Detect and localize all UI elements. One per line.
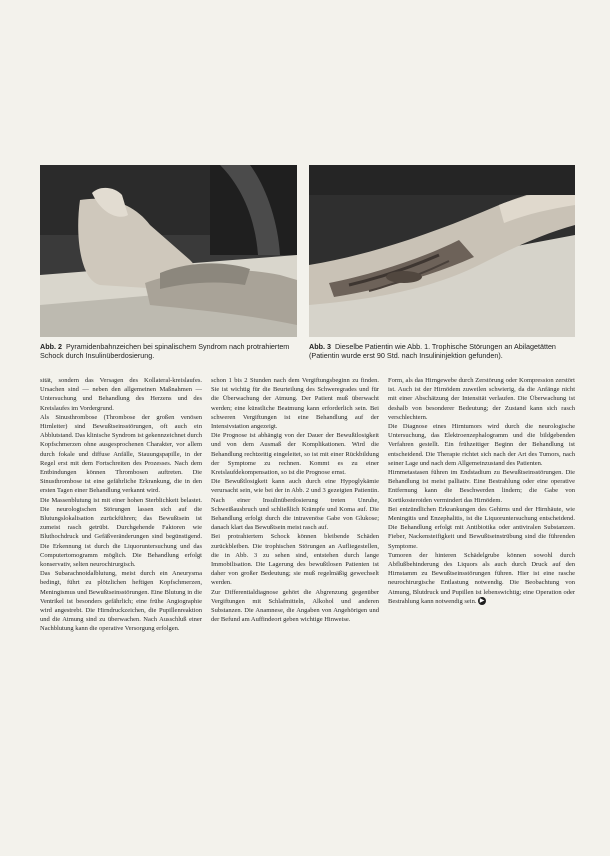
paragraph <box>388 551 575 606</box>
paragraph: Form, als das Hirngewebe durch Zerstörung oder Kompression zerstört ist. Auch ist der Hirnödem zuweilen schwierig, da die Anfänge nicht mit einer Abschätzung der Intensität verlaufen. Die Überwachung ist deshalb von besonderer Bedeutung; der Zustand kann sich rasch verschlechtern. <box>388 377 575 421</box>
paragraph: Hirnmetastasen führen im Endstadium zu Bewußtseinsstörungen. Die Behandlung ist meist palliativ. Eine Bestrahlung oder eine operative Entfernung kann die Beschwerden lindern; die Gabe von Kortikosteroiden vermindert das Hirnödem. <box>388 469 575 504</box>
figure-3-caption <box>309 342 575 360</box>
text-column-2 <box>211 376 379 838</box>
figure-2-caption-text: Pyramidenbahnzeichen bei spinalischem Syndrom nach protrahiertem Schock durch Insulinüberdosierung. <box>40 342 290 360</box>
figure-2-photo <box>40 165 297 337</box>
figure-2-label: Abb. 2 <box>40 342 62 351</box>
paragraph: Bei protrahiertem Schock können bleibende Schäden zurückbleiben. Die trophischen Störungen an Aufliegestellen, die in Abb. 3 zu sehen sind, entstehen durch lange Immobilisation. Die Lagerung des bewußtlosen Patienten ist daher von großer Bedeutung; sie muß regelmäßig gewechselt werden. <box>211 533 379 587</box>
paragraph: Bei entzündlichen Erkrankungen des Gehirns und der Hirnhäute, wie Meningitis und Enzephalitis, ist die Liquoruntersuchung entscheidend. Die Behandlung erfolgt mit Antibiotika oder antiviralen Substanzen. Fieber, Nackensteifigkeit und Bewußtseinstrübung sind die führenden Symptome. <box>388 505 575 550</box>
paragraph: Als Sinusthrombose (Thrombose der großen venösen Hirnleiter) sind Bewußtseinsstörungen, oft auch ein Abblutstand. Das klinische Syndrom ist gekennzeichnet durch Kopfschmerzen ohne ausgesprochenen Charakter, vor allem durch fokale und diffuse Anfälle, Stauungspapille, in der Regel erst mit dem Fortschreiten des Prozesses. Nach dem Entbindungen können Thrombosen auftreten. Die Sinusthrombose ist eine gefährliche Erkrankung, die in den ersten Tagen einer Behandlung verkannt wird. <box>40 413 202 495</box>
paragraph: sität, sondern das Versagen des Kollateral-kreislaufes. Ursachen sind — neben den allgemeinen Maßnahmen — Untersuchung und Behandlung des Herzens und des Kreislaufes im Vordergrund. <box>40 377 202 412</box>
figure-2-caption <box>40 342 297 360</box>
paragraph: Das Subarachnoidalblutung, meist durch ein Aneurysma bedingt, führt zu plötzlichen heftigen Kopfschmerzen, Meningismus und Bewußtseinsstörungen. Eine Blutung in die Ventrikel ist besonders gefährlich; eine frühe Angiographie wird angestrebt. Die Hirndruckzeichen, die Pupillenreaktion und die Atmung sind zu überwachen. Nach Ausschluß einer Nachblutung kann die operative Versorgung erfolgen. <box>40 570 202 633</box>
paragraph: Zur Differentialdiagnose gehört die Abgrenzung gegenüber Vergiftungen mit Schlafmitteln, Alkohol und anderen Substanzen. Die Anamnese, die Angaben von Angehörigen und der Befund am Auffindeort geben wichtige Hinweise. <box>211 588 379 624</box>
figure-3-label: Abb. 3 <box>309 342 331 351</box>
paragraph: Die Bewußtlosigkeit kann auch durch eine Hypoglykämie verursacht sein, wie bei der in Abb. 2 und 3 gezeigten Patientin. Nach einer Insulinüberdosierung treten Unruhe, Schweißausbruch und schließlich Krämpfe und Koma auf. Die Behandlung erfolgt durch die intravenöse Gabe von Glukose; danach klart das Bewußtsein meist rasch auf. <box>211 478 379 532</box>
continue-arrow-icon: ▶ <box>479 598 485 605</box>
leg-photo-image <box>309 165 575 337</box>
text-column-3 <box>388 376 575 838</box>
paragraph-text: Tumoren der hinteren Schädelgrube können sowohl durch Abflußbehinderung des Liquors als auch durch Druck auf den Hirnstamm zu Bewußtseinsstörungen führen. Hier ist eine rasche neurochirurgische Entlastung notwendig. Die Beobachtung von Atmung, Blutdruck und Pupillen ist lebenswichtig; eine Operation oder Bestrahlung kann notwendig sein. <box>388 551 575 605</box>
figure-3-caption-text: Dieselbe Patientin wie Abb. 1. Trophische Störungen an Abilagetätten (Patientin wurde erst 90 Std. nach Insulininjektion gefunden). <box>309 342 556 360</box>
paragraph: Die Massenblutung ist mit einer hohen Sterblichkeit belastet. Die neurologischen Störungen lassen sich auf die Blutungslokalisation zurückführen; das Bewußtsein ist zumeist rasch getrübt. Durchgehende Faktoren wie Bluthochdruck und Gefäßveränderungen sind begünstigend. Die Erkennung ist durch die Liquoruntersuchung und das Computertomogramm möglich. Die Behandlung erfolgt konservativ, selten neurochirurgisch. <box>40 496 202 569</box>
paragraph: schon 1 bis 2 Stunden nach dem Vergiftungsbeginn zu finden. Sie ist wichtig für die Beurteilung des Schweregrades und für die Überwachung der Atmung. Der Patient muß überwacht werden; eine künstliche Beatmung kann erforderlich sein. Bei schweren Vergiftungen ist eine Behandlung auf der Intensivstation angezeigt. <box>211 377 379 431</box>
text-column-1 <box>40 376 202 838</box>
foot-photo-image <box>40 165 297 337</box>
figure-3-photo <box>309 165 575 337</box>
paragraph: Die Diagnose eines Hirntumors wird durch die neurologische Untersuchung, das Elektroenzephalogramm und die bildgebenden Verfahren gestellt. Ein frühzeitiger Beginn der Behandlung ist entscheidend. Die Therapie richtet sich nach der Art des Tumors, nach seiner Lage und nach dem Allgemeinzustand des Patienten. <box>388 423 575 467</box>
paragraph: Die Prognose ist abhängig von der Dauer der Bewußtlosigkeit und von dem Ausmaß der Komplikationen. Wird die Behandlung rechtzeitig eingeleitet, so ist mit einer Rückbildung der Symptome zu rechnen. Kommt es zu einer Kreislaufdekompensation, so ist die Prognose ernst. <box>211 432 379 477</box>
